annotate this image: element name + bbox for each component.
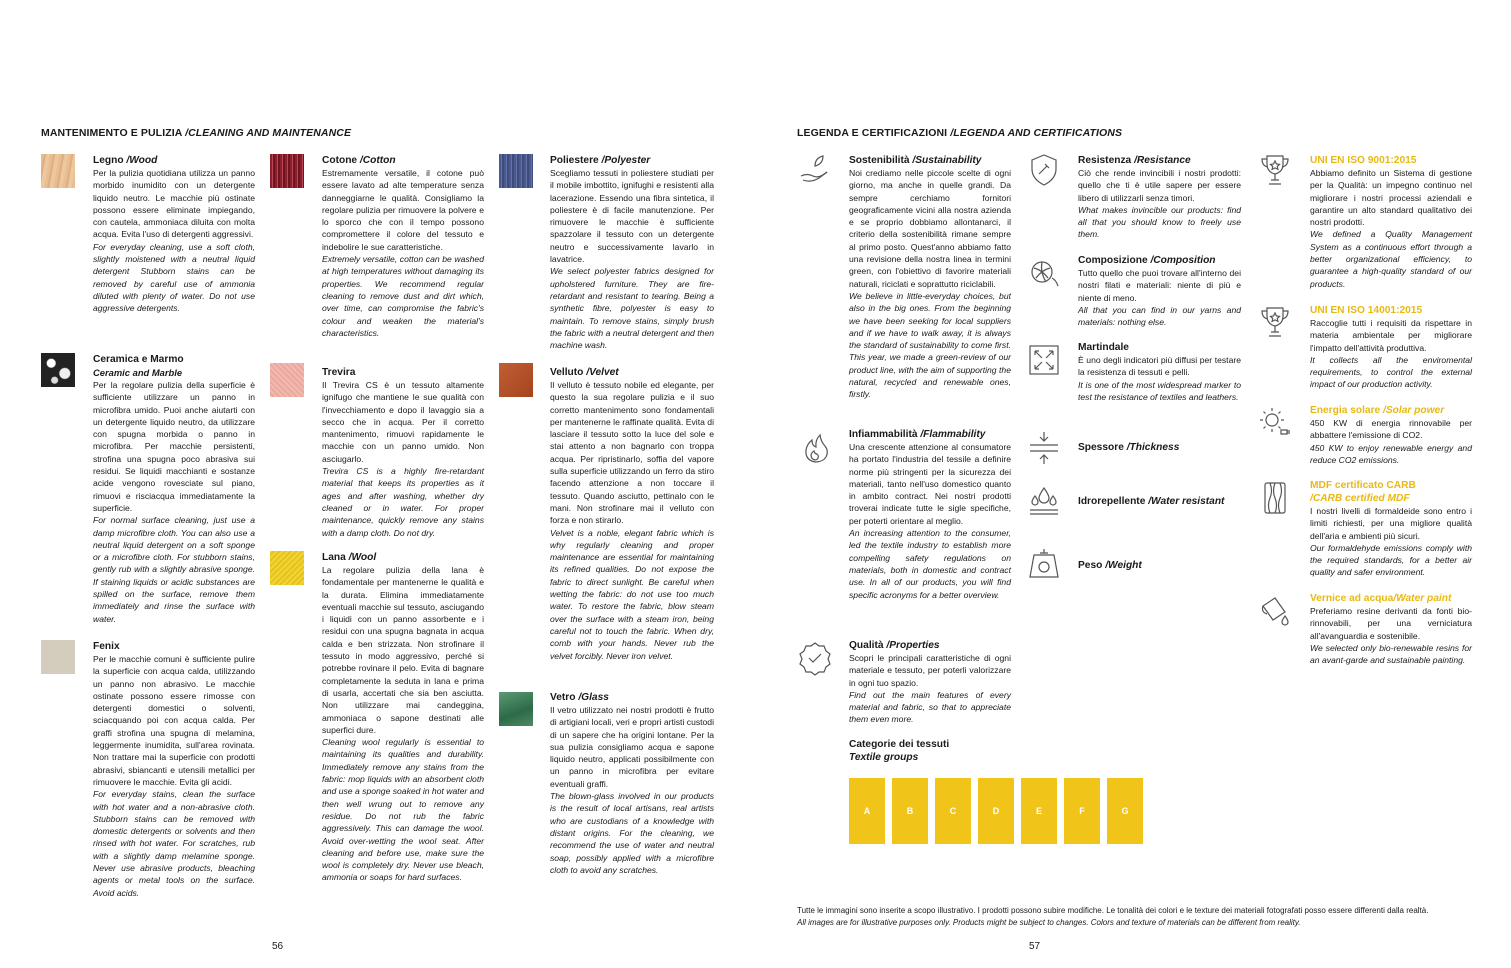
- fenix-swatch: [41, 640, 75, 674]
- glass-heading: Vetro /Glass: [550, 692, 609, 703]
- legend-sustainability: Sostenibilità /Sustainability Noi crediamo nelle piccole scelte di ogni giorno, ma anche in quelle grandi. Da sempre cerchiamo fornitori geograficamente vicini alla nostra azienda e se proprio dobbiamo allontanarci, il criterio della sostenibilità rimane sempre al primo posto. Quest'anno abbiamo fatto una revisione della nostra linea in termini green, con l'obiettivo di favorire materiali naturali, riciclati e soprattutto riciclabili. We believe in little-everyday choices, but also in the big ones. From the beginning we have been seeking for local suppliers and if we have to walk away, it is always the standard of sustainability to come first. This year, we made a green-review of our product line, with the aim of supporting the natural, recycled and renewable ones, firstly.: [849, 155, 1011, 400]
- yarn-ball-icon: [1026, 254, 1062, 290]
- footnote: Tutte le immagini sono inserite a scopo illustrativo. I prodotti possono subire modifiche. Le tonalità dei colori e le texture dei materiali fotografati posso essere differenti dalla realtà. All images are for illustrative purposes only. Products might be subject to changes. Colors and texture of materials can be different from reality.: [797, 906, 1429, 927]
- ceramic-heading: Ceramica e Marmo Ceramic and Marble: [93, 354, 184, 378]
- wood-swatch: [41, 154, 75, 188]
- textile-group-f: F: [1064, 778, 1100, 844]
- left-page-title: MANTENIMENTO E PULIZIA /CLEANING AND MAINTENANCE: [41, 127, 352, 139]
- cert-iso9001: UNI EN ISO 9001:2015 Abbiamo definito un Sistema di gestione per la Qualità: un impegno continuo nel migliorare i nostri processi aziendali e garantire un alto standard qualitativo dei nostri prodotti. We defined a Quality Management System as a continuous effort through a better organizational efficiency, to guarantee a high-quality standard of our products.: [1310, 155, 1472, 289]
- right-page-title: LEGENDA E CERTIFICAZIONI /LEGENDA AND CERTIFICATIONS: [797, 127, 1123, 139]
- velvet-heading: Velluto /Velvet: [550, 367, 619, 378]
- ceramic-swatch: [41, 353, 75, 387]
- glass-swatch: [499, 692, 533, 726]
- material-wood: Legno /Wood Per la pulizia quotidiana utilizza un panno morbido inumidito con un detergente liquido neutro. Le macchie più ostinate possono essere eliminate impiegando, con cautela, ammoniaca diluita con molta acqua. Evita l'uso di detergenti aggressivi. For everyday cleaning, use a soft cloth, slightly moistened with a neutral liquid detergent Stubborn stains can be removed by careful use of ammonia diluted with plenty of water. Do not use aggressive detergents.: [93, 155, 255, 314]
- textile-group-g: G: [1107, 778, 1143, 844]
- material-ceramic: Ceramica e Marmo Ceramic and Marble Per la regolare pulizia della superficie è sufficiente utilizzare un panno in microfibra umido. Puoi anche aiutarti con un detergente liquido neutro, da utilizzare con spugna morbida o panno in microfibra. Per macchie persistenti, strofina una spugna poco abrasiva sui residui. Se liquidi macchianti e sostanze acide vengono rovesciate sul piano, rimuovi e risciacqua immediatamente la superficie. For normal surface cleaning, just use a damp microfibre cloth. You can also use a neutral liquid detergent on a soft sponge or a microfibre cloth. For stubborn stains, gently rub with a slightly abrasive sponge. If staining liquids or acidic substances are spilled on the surface, remove them immediately and rinse the surface with water.: [93, 354, 255, 624]
- fenix-heading: Fenix: [93, 641, 120, 652]
- cert-water-paint: Vernice ad acqua/Water paint Preferiamo resine derivanti da fonti bio-rinnovabili, per una verniciatura all'avanguardia e sostenibile. We selected only bio-renewable resins for an avant-garde and sustainable painting.: [1310, 593, 1472, 666]
- trevira-heading: Trevira: [322, 367, 356, 378]
- legend-weight: Peso /Weight: [1078, 560, 1142, 571]
- solar-power-icon: [1257, 404, 1293, 440]
- legend-resistance: Resistenza /Resistance Ciò che rende invincibili i nostri prodotti: quello che ti è utile sapere per essere libero di utilizzarli senza timori. What makes invincible our products: find all that you should know to freely use them.: [1078, 155, 1241, 240]
- cotton-heading: Cotone /Cotton: [322, 155, 396, 166]
- sustainability-icon: [797, 152, 833, 188]
- water-drops-icon: [1026, 484, 1062, 520]
- iso14001-trophy-icon: [1257, 304, 1293, 340]
- material-trevira: Trevira Il Trevira CS è un tessuto altamente ignifugo che mantiene le sue qualità con l'invecchiamento e dopo il lavaggio sia a secco che in acqua. Per il corretto mantenimento, rimuovi rapidamente le macchie con un panno umido. Non asciugarlo. Trevira CS is a highly fire-retardant material that keeps its properties as it ages and after washing, whether dry cleaned or in water. For proper maintenance, quickly remove any stains with a damp cloth. Do not dry.: [322, 367, 484, 538]
- page-number-left: 56: [272, 941, 284, 952]
- cert-iso14001: UNI EN ISO 14001:2015 Raccoglie tutti i requisiti da rispettare in materia ambientale per migliorare l'impatto dell'attività produttiva. It collects all the enviromental requirements, to control the external impact of our production activity.: [1310, 305, 1472, 390]
- page-number-right: 57: [1029, 941, 1041, 952]
- material-polyester: Poliestere /Polyester Scegliamo tessuti in poliestere studiati per il mobile imbottito, ignifughi e resistenti alla lacerazione. Essendo una fibra sintetica, il poliestere è di facile manutenzione. Per rimuovere le macchie è sufficiente spazzolare il tessuto con un detergente neutro e successivamente lavarlo in lavatrice. We select polyester fabrics designed for upholstered furniture. They are fire-retardant and resistant to tearing. Being a synthetic fibre, polyester is easy to maintain. To remove stains, simply brush the fabric with a neutral detergent and then machine wash.: [550, 155, 714, 351]
- mdf-wood-grain-icon: [1257, 480, 1293, 516]
- quality-badge-icon: [797, 640, 833, 676]
- legend-quality: Qualità /Properties Scopri le principali caratteristiche di ogni materiale e tessuto, per poterli valorizzare in ogni tuo spazio. Find out the main features of every material and fabric, so that to appreciate them even more.: [849, 640, 1011, 725]
- legend-martindale: Martindale È uno degli indicatori più diffusi per testare la resistenza di tessuti e pelli. It is one of the most widespread marker to test the resistance of textiles and leathers.: [1078, 342, 1241, 402]
- legend-composition: Composizione /Composition Tutto quello che puoi trovare all'interno dei nostri filati e materiali: niente di più e niente di meno. All that you can find in our yarns and materials: nothing else.: [1078, 255, 1241, 328]
- material-wool: Lana /Wool La regolare pulizia della lana è fondamentale per mantenerne le qualità e la durata. Elimina immediatamente eventuali macchie sul tessuto, asciugando i liquidi con un panno assorbente e i residui con una spugna bagnata in acqua calda e ben strizzata. Non strofinare il tessuto in modo aggressivo, perché si potrebbe rovinare il pelo. Evita di bagnare completamente la seduta in lana e prima di usarla, accertati che sia ben asciutta. Non utilizzare mai candeggina, ammoniaca o sapone destinati alle superfici dure. Cleaning wool regularly is essential to maintaining its qualities and durability. Immediately remove any stains from the fabric: mop liquids with an absorbent cloth and use a sponge soaked in hot water and then well wrung out to remove any residue. Do not rub the fabric aggressively. This can damage the wool. Avoid over-wetting the wool seat. After cleaning and before use, make sure the wool is completely dry. Never use bleach, ammonia or soaps for hard surfaces.: [322, 552, 484, 883]
- velvet-swatch: [499, 363, 533, 397]
- textile-group-b: B: [892, 778, 928, 844]
- legend-flammability: Infiammabilità /Flammability Una crescente attenzione al consumatore ha portato l'industria del tessile a definire norme più stringenti per la sicurezza dei materiali, tanto nell'uso domestico quanto in ambito contract. Nei nostri prodotti troverai indicate tutte le sigle specifiche, per poterti orientare al meglio. An increasing attention to the consumer, led the textile industry to establish more compelling safety regulations on materials, both in domestic and contract use. In all of our products, you will find specific acronyms for a better overview.: [849, 429, 1011, 600]
- legend-thickness: Spessore /Thickness: [1078, 442, 1180, 453]
- thickness-icon: [1026, 430, 1062, 466]
- textile-group-d: D: [978, 778, 1014, 844]
- material-fenix: Fenix Per le macchie comuni è sufficiente pulire la superficie con acqua calda, utilizzando un panno non abrasivo. Le macchie ostinate possono essere rimosse con detergenti domestici o solventi, sciacquando poi con acqua calda. Per graffi strofina una spugna di melamina, leggermente inumidita, sull'area rovinata. Non trattare mai la superficie con prodotti abrasivi, sbiancanti e utensili metallici per rimuovere le macchie. Evita gli acidi. For everyday stains, clean the surface with hot water and a non-abrasive cloth. Stubborn stains can be removed with domestic detergents or solvents and then rinsed with hot water. For scratches, rub with a slightly damp melamine sponge. Never use abrasive products, bleaching agents or metal tools on the surface. Avoid acids.: [93, 641, 255, 898]
- material-glass: Vetro /Glass Il vetro utilizzato nei nostri prodotti è frutto di artigiani locali, veri e propri artisti custodi di un sapere che ha origini lontane. Per la sua pulizia consigliamo acqua e sapone liquido neutro, applicati possibilmente con un panno in microfibra per evitare eventuali graffi. The blown-glass involved in our products is the result of local artisans, real artists who are custodians of a knowledge with distant origins. For the cleaning, we recommend the use of water and neutral soap, possibly applied with a microfibre cloth to avoid any scratches.: [550, 692, 714, 875]
- iso9001-trophy-icon: [1257, 152, 1293, 188]
- textile-group-e: E: [1021, 778, 1057, 844]
- cert-carb-mdf: MDF certificato CARB /CARB certified MDF I nostri livelli di formaldeide sono entro i limiti richiesti, per una migliore qualità dell'aria e ambienti più sicuri. Our formaldehyde emissions comply with the required standards, for a better air quality and safer environment.: [1310, 480, 1472, 578]
- textile-group-c: C: [935, 778, 971, 844]
- wood-heading: Legno /Wood: [93, 155, 158, 166]
- cotton-swatch: [270, 154, 304, 188]
- textile-group-a: A: [849, 778, 885, 844]
- weight-icon: [1026, 545, 1062, 581]
- polyester-swatch: [499, 154, 533, 188]
- legend-water-resistant: Idrorepellente /Water resistant: [1078, 496, 1225, 507]
- martindale-expand-icon: [1026, 342, 1062, 378]
- flame-icon: [797, 430, 833, 466]
- wool-heading: Lana /Wool: [322, 552, 377, 563]
- trevira-swatch: [270, 363, 304, 397]
- water-paint-bucket-icon: [1257, 592, 1293, 628]
- resistance-shield-icon: [1026, 152, 1062, 188]
- wool-swatch: [270, 551, 304, 585]
- material-velvet: Velluto /Velvet Il velluto è tessuto nobile ed elegante, per questo la sua regolare pulizia e il suo corretto mantenimento sono fondamentali per mantenerne le raffinate qualità. Evita di lasciare il tessuto sotto la luce del sole e stai attento a non bagnarlo con troppa acqua. Per ripristinarlo, soffia del vapore sulla superficie utilizzando un ferro da stiro facendo attenzione a non toccare il tessuto. Quando asciutto, pettinalo con le mani. Non strofinare mai il velluto con forza e non stirarlo. Velvet is a noble, elegant fabric which is why regularly cleaning and proper maintenance are essential for maintaining its refined qualities. Do not expose the fabric to direct sunlight. Be careful when wetting the fabric: do not use too much water. To restore the fabric, blow steam over the surface with a steam iron, being careful not to touch the fabric. When dry, comb with your hands. Never rub the velvet forcibly. Never iron velvet.: [550, 367, 714, 661]
- cert-solar-power: Energia solare /Solar power 450 KW di energia rinnovabile per abbattere l'emissione di CO2. 450 KW to enjoy renewable energy and reduce CO2 emissions.: [1310, 405, 1472, 465]
- textile-groups: Categorie dei tessuti Textile groups: [849, 739, 950, 763]
- polyester-heading: Poliestere /Polyester: [550, 155, 651, 166]
- material-cotton: Cotone /Cotton Estremamente versatile, il cotone può essere lavato ad alte temperature senza danneggiarne le qualità. Consigliamo la regolare pulizia per rimuovere la polvere e lo sporco che con il tempo possono compromettere il colore del tessuto e indebolire le sue caratteristiche. Extremely versatile, cotton can be washed at high temperatures without damaging its properties. We recommend regular cleaning to remove dust and dirt which, over time, can compromise the fabric's colour and weaken the material's characteristics.: [322, 155, 484, 338]
